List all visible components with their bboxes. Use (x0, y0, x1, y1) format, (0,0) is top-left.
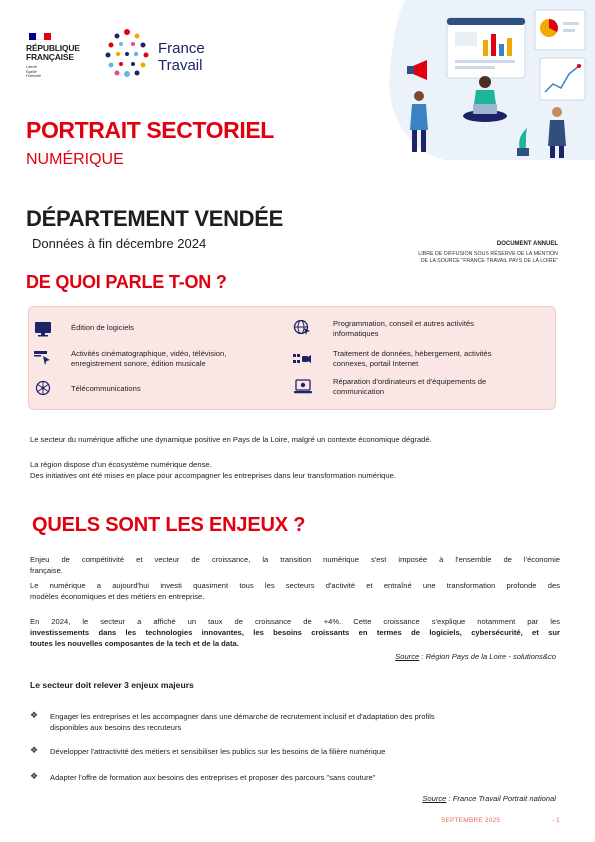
hero-illustration (385, 0, 595, 160)
footer-date: SEPTEMBRE 2025 (441, 817, 501, 824)
laptop-repair-icon (294, 379, 312, 395)
intro-paragraph-2-line2: Des initiatives ont été mises en place pour accompagner les entreprises dans leur transformation numérique. (30, 471, 396, 480)
intro-paragraph-2 (30, 459, 560, 481)
republic-motto-line1: Liberté (26, 65, 37, 69)
source-note-2-label: Source (422, 794, 447, 803)
challenge-item-3-line1: Adapter l'offre de formation aux besoins des entreprises et proposer des parcours "sans couture" (50, 773, 376, 782)
distribution-notice (340, 251, 558, 265)
media-cursor-icon (34, 350, 52, 366)
distribution-notice-line1: LIBRE DE DIFFUSION SOUS RÉSERVE DE LA MENTION (418, 251, 558, 257)
activity-label-3 (71, 349, 291, 369)
activity-label-1 (71, 323, 271, 333)
challenge-item-1-line2: disponibles aux besoins des recruteurs (50, 723, 182, 732)
page-number: - 1 (552, 817, 560, 824)
enjeux-paragraph-3-line2: investissements dans les technologies innovantes, les besoins croissants en termes de logiciels, cybersécurité, et sur (30, 628, 560, 637)
diamond-bullet-icon: ❖ (30, 771, 39, 781)
enjeux-paragraph-1-line2: française. (30, 566, 63, 575)
intro-paragraph-1: Le secteur du numérique affiche une dynamique positive en Pays de la Loire, malgré un contexte économique dégradé. (30, 435, 432, 444)
activity-label-6-line2: communication (333, 387, 385, 396)
activity-label-1-line1: Édition de logiciels (71, 323, 134, 332)
republic-motto-line2: Égalité (26, 69, 37, 74)
brand-line1: France (158, 40, 205, 57)
france-travail-logo-icon (103, 28, 151, 78)
enjeux-paragraph-2-line1: Le numérique a aujourd'hui investi quasiment tous les secteurs d'activité et entraîné une transformation profonde des (30, 581, 560, 590)
challenges-heading: Le secteur doit relever 3 enjeux majeurs (30, 680, 194, 690)
activity-label-4 (333, 349, 543, 369)
republic-name-line2: FRANÇAISE (26, 52, 74, 62)
page-title: PORTRAIT SECTORIEL (26, 117, 274, 143)
enjeux-paragraph-3-line3: toutes les nouvelles composantes de la tech et de la data. (30, 639, 239, 648)
challenge-item-1-line1: Engager les entreprises et les accompagner dans une démarche de recrutement inclusif et d'adaptation des profils (50, 712, 435, 721)
enjeux-paragraph-1 (30, 554, 560, 576)
activity-label-5 (71, 384, 271, 394)
department-title: DÉPARTEMENT VENDÉE (26, 206, 283, 231)
activity-label-2-line2: informatiques (333, 329, 379, 338)
activity-label-2-line1: Programmation, conseil et autres activités (333, 319, 474, 328)
section-heading-enjeux: QUELS SONT LES ENJEUX ? (32, 514, 306, 536)
source-note-1 (300, 652, 556, 661)
sector-subtitle: NUMÉRIQUE (26, 151, 124, 168)
data-date: Données à fin décembre 2024 (32, 236, 207, 251)
activity-label-3-line1: Activités cinématographique, vidéo, télévision, (71, 349, 227, 358)
activity-label-4-line2: connexes, portail Internet (333, 359, 419, 368)
activity-label-4-line1: Traitement de données, hébergement, activités (333, 349, 492, 358)
diamond-bullet-icon: ❖ (30, 745, 39, 755)
activity-label-3-line2: enregistrement sonore, édition musicale (71, 359, 206, 368)
enjeux-paragraph-3-line1: En 2024, le secteur a affiché un taux de croissance de +4%. Cette croissance s'explique notamment par les (30, 617, 560, 626)
source-note-2 (300, 794, 556, 803)
monitor-icon (34, 321, 52, 337)
data-camera-icon (293, 351, 311, 367)
france-travail-wordmark (158, 40, 205, 74)
activity-label-5-line1: Télécommunications (71, 384, 141, 393)
document-type-label: DOCUMENT ANNUEL (496, 241, 558, 247)
french-flag-icon (29, 33, 51, 40)
challenge-item-2 (50, 746, 560, 757)
enjeux-paragraph-2-line2: modèles économiques et des métiers en entreprise. (30, 592, 205, 601)
source-note-2-text: : France Travail Portrait national (446, 794, 556, 803)
activity-label-2 (333, 319, 543, 339)
enjeux-paragraph-3 (30, 616, 560, 649)
enjeux-paragraph-2 (30, 580, 560, 602)
challenge-item-3 (50, 772, 560, 783)
distribution-notice-line2: DE LA SOURCE "FRANCE TRAVAIL PAYS DE LA LOIRE" (420, 258, 558, 264)
republic-motto-line3: Fraternité (26, 74, 41, 78)
intro-paragraph-2-line1: La région dispose d'un écosystème numérique dense. (30, 460, 212, 469)
republic-name-line1: RÉPUBLIQUE (26, 43, 80, 53)
enjeux-paragraph-1-line1: Enjeu de compétitivité et vecteur de croissance, la transition numérique s'est imposée à l'ensemble de l'économie (30, 555, 560, 564)
republique-francaise-logo (26, 44, 80, 62)
diamond-bullet-icon: ❖ (30, 710, 39, 720)
activity-label-6 (333, 377, 543, 397)
source-note-1-label: Source (395, 652, 420, 661)
challenge-item-2-line1: Développer l'attractivité des métiers et sensibiliser les publics sur les besoins de la filière numérique (50, 747, 386, 756)
network-globe-icon (34, 380, 52, 396)
activity-label-6-line1: Réparation d'ordinateurs et d'équipements de (333, 377, 487, 386)
globe-cursor-icon (293, 319, 311, 335)
challenge-item-1 (50, 711, 560, 733)
brand-line2: Travail (158, 57, 203, 74)
republic-motto (26, 65, 41, 79)
section-heading-quoi: DE QUOI PARLE T-ON ? (26, 272, 227, 292)
source-note-1-text: : Région Pays de la Loire - solutions&co (419, 652, 556, 661)
